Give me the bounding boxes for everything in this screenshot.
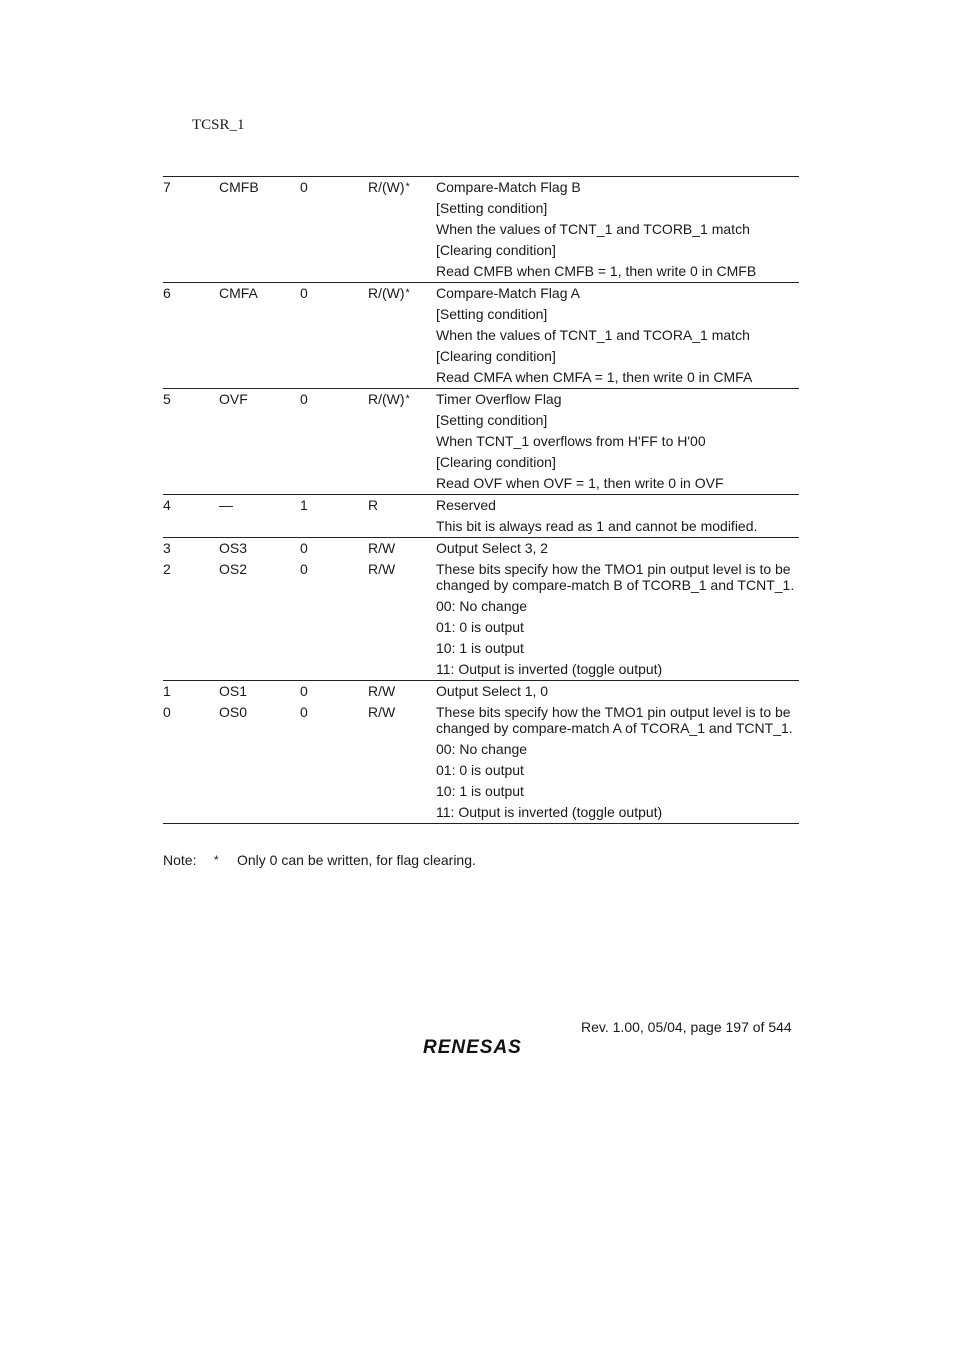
bit-name-cell (219, 540, 300, 556)
description-title: Compare-Match Flag A (436, 285, 580, 301)
description-line: [Setting condition] (436, 412, 548, 428)
rw-cell (368, 704, 436, 720)
initial-value-cell-text: 0 (300, 391, 308, 407)
description-line: When TCNT_1 overflows from H'FF to H'00 (436, 433, 706, 449)
rw-cell-column (368, 540, 436, 677)
initial-value-cell (300, 285, 368, 301)
bit-cell (163, 391, 219, 407)
bit-name-cell-text: OS2 (219, 561, 248, 577)
bit-name-cell (219, 391, 300, 407)
footnote-label: Note: (163, 852, 197, 868)
logo-wordmark: RENESAS (423, 1037, 522, 1057)
description-cell (436, 540, 799, 677)
rw-cell-text: R/W (368, 540, 396, 556)
bit-cell-text: 5 (163, 391, 171, 407)
bit-name-cell-text: CMFB (219, 179, 259, 195)
description-cell (436, 497, 799, 534)
bit-cell (163, 497, 219, 513)
description-title: Output Select 3, 2 (436, 540, 549, 556)
rw-cell-text: R/W (368, 561, 396, 577)
bit-cell-column (163, 497, 219, 534)
rw-cell (368, 497, 436, 513)
bit-cell (163, 179, 219, 195)
rw-cell-text: R (368, 497, 379, 513)
description-line: Read CMFB when CMFB = 1, then write 0 in CMFB (436, 263, 757, 279)
description-cell (436, 179, 799, 279)
bit-name-cell-column (219, 285, 300, 385)
bit-cell-text: 2 (163, 561, 171, 577)
footnote-star: * (405, 393, 410, 405)
page-footer: Rev. 1.00, 05/04, page 197 of 544 (581, 1019, 792, 1035)
initial-value-cell-text: 0 (300, 179, 308, 195)
bit-cell (163, 561, 219, 577)
rw-cell-text: R/(W) (368, 285, 405, 301)
bit-name-cell-column (219, 391, 300, 491)
initial-value-cell-text: 0 (300, 540, 308, 556)
bit-name-cell (219, 683, 300, 699)
description-line: These bits specify how the TMO1 pin output level is to be changed by compare-match B of TCORB_1 and TCNT_1. (436, 561, 795, 593)
register-row-group (163, 177, 799, 283)
description-line: When the values of TCNT_1 and TCORA_1 match (436, 327, 750, 343)
description-title: Output Select 1, 0 (436, 683, 549, 699)
rw-cell-column (368, 497, 436, 534)
bit-name-cell (219, 497, 300, 513)
description-cell (436, 683, 799, 820)
description-line: 01: 0 is output (436, 619, 524, 635)
rw-cell (368, 683, 436, 699)
rw-cell (368, 561, 436, 577)
description-line: [Setting condition] (436, 306, 548, 322)
bit-cell-column (163, 683, 219, 820)
description-line: 00: No change (436, 741, 528, 757)
description-line: [Clearing condition] (436, 242, 556, 258)
description-line: These bits specify how the TMO1 pin output level is to be changed by compare-match A of TCORA_1 and TCNT_1. (436, 704, 793, 736)
initial-value-cell-column (300, 683, 368, 820)
footnote (163, 852, 476, 868)
description-line: 01: 0 is output (436, 762, 524, 778)
register-row-group (163, 283, 799, 389)
rw-cell (368, 179, 436, 195)
register-table (163, 176, 799, 824)
rw-cell (368, 391, 436, 407)
initial-value-cell-column (300, 391, 368, 491)
bit-cell (163, 704, 219, 720)
bit-cell (163, 683, 219, 699)
rw-cell-column (368, 391, 436, 491)
rw-cell-text: R/(W) (368, 391, 405, 407)
bit-name-cell (219, 561, 300, 577)
bit-name-cell-text: OS3 (219, 540, 248, 556)
initial-value-cell (300, 179, 368, 195)
bit-name-cell-text: OS1 (219, 683, 248, 699)
initial-value-cell (300, 683, 368, 699)
description-line: This bit is always read as 1 and cannot be modified. (436, 518, 758, 534)
initial-value-cell (300, 704, 368, 720)
bit-cell-text: 1 (163, 683, 171, 699)
bit-cell-text: 6 (163, 285, 171, 301)
register-row-group (163, 495, 799, 538)
footnote-star: * (405, 181, 410, 193)
bit-cell (163, 540, 219, 556)
bit-name-cell-column (219, 179, 300, 279)
footnote-mark: * (214, 853, 219, 867)
renesas-logo (421, 1035, 543, 1057)
rw-cell-text: R/W (368, 683, 396, 699)
description-line: 10: 1 is output (436, 640, 524, 656)
initial-value-cell-text: 0 (300, 704, 308, 720)
bit-cell (163, 285, 219, 301)
bit-cell-text: 4 (163, 497, 171, 513)
rw-cell (368, 285, 436, 301)
bit-name-cell-column (219, 683, 300, 820)
bit-name-cell-text: CMFA (219, 285, 258, 301)
bit-name-cell-column (219, 497, 300, 534)
bit-name-cell (219, 179, 300, 195)
description-line: 10: 1 is output (436, 783, 524, 799)
description-line: 11: Output is inverted (toggle output) (436, 804, 663, 820)
initial-value-cell (300, 540, 368, 556)
bit-cell-column (163, 540, 219, 677)
description-line: 11: Output is inverted (toggle output) (436, 661, 663, 677)
initial-value-cell (300, 561, 368, 577)
bit-cell-column (163, 179, 219, 279)
bit-name-cell-text: OVF (219, 391, 248, 407)
description-line: [Clearing condition] (436, 348, 556, 364)
bit-name-cell-text: — (219, 497, 233, 513)
register-row-group (163, 389, 799, 495)
register-row-group (163, 681, 799, 824)
rw-cell-column (368, 683, 436, 820)
page-title: TCSR_1 (192, 117, 245, 133)
bit-cell-text: 0 (163, 704, 171, 720)
bit-cell-text: 7 (163, 179, 171, 195)
description-line: When the values of TCNT_1 and TCORB_1 match (436, 221, 750, 237)
rw-cell-column (368, 285, 436, 385)
bit-name-cell (219, 285, 300, 301)
description-title: Timer Overflow Flag (436, 391, 562, 407)
initial-value-cell-column (300, 285, 368, 385)
description-cell (436, 391, 799, 491)
bit-name-cell (219, 704, 300, 720)
rw-cell-text: R/(W) (368, 179, 405, 195)
bit-name-cell-column (219, 540, 300, 677)
initial-value-cell-text: 1 (300, 497, 308, 513)
bit-cell-text: 3 (163, 540, 171, 556)
rw-cell-text: R/W (368, 704, 396, 720)
description-title: Compare-Match Flag B (436, 179, 581, 195)
initial-value-cell-column (300, 540, 368, 677)
initial-value-cell (300, 391, 368, 407)
description-line: [Clearing condition] (436, 454, 556, 470)
description-line: Read CMFA when CMFA = 1, then write 0 in CMFA (436, 369, 753, 385)
initial-value-cell-text: 0 (300, 683, 308, 699)
initial-value-cell-text: 0 (300, 561, 308, 577)
description-line: [Setting condition] (436, 200, 548, 216)
rw-cell (368, 540, 436, 556)
bit-cell-column (163, 391, 219, 491)
bit-name-cell-text: OS0 (219, 704, 248, 720)
footnote-text: Only 0 can be written, for flag clearing. (237, 852, 476, 868)
rw-cell-column (368, 179, 436, 279)
initial-value-cell (300, 497, 368, 513)
description-line: 00: No change (436, 598, 528, 614)
description-cell (436, 285, 799, 385)
initial-value-cell-column (300, 179, 368, 279)
register-row-group (163, 538, 799, 681)
initial-value-cell-column (300, 497, 368, 534)
footnote-star: * (405, 287, 410, 299)
bit-cell-column (163, 285, 219, 385)
initial-value-cell-text: 0 (300, 285, 308, 301)
description-line: Read OVF when OVF = 1, then write 0 in OVF (436, 475, 724, 491)
description-title: Reserved (436, 497, 496, 513)
